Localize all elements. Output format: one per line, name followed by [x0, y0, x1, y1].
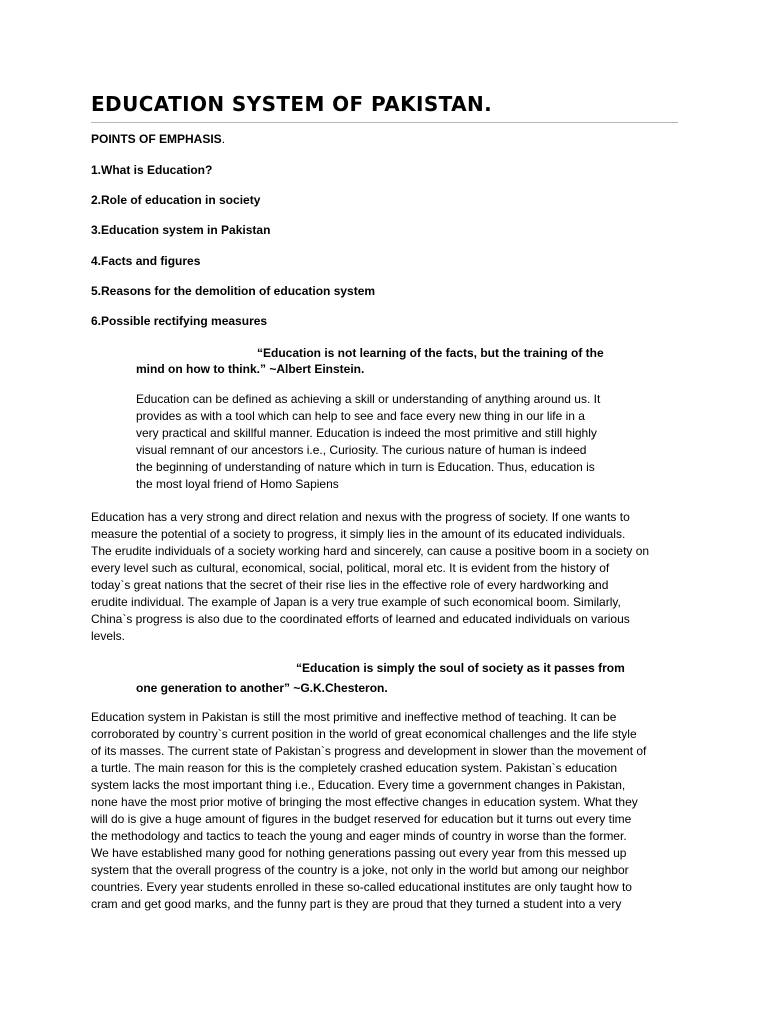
- points-heading-line: [91, 131, 225, 148]
- point-item-6: 6.Possible rectifying measures: [91, 314, 268, 328]
- points-heading: POINTS OF EMPHASIS: [91, 132, 222, 146]
- quote-einstein-line-1: “Education is not learning of the facts, but the training of the: [257, 346, 604, 360]
- definition-paragraph: Education can be defined as achieving a skill or understanding of anything around us. It provides as with a tool which can help to see and face every new thing in our life in a very practical and skillful manner. Education is indeed the most primitive and still highly visual remnant of our ancestors i.e., Curiosity. The curious nature of human is indeed the beginning of understanding of nature which in turn is Education. Thus, education is the most loyal friend of Homo Sapiens: [136, 392, 601, 491]
- point-item-4: 4.Facts and figures: [91, 254, 201, 268]
- quote-einstein-line-2: mind on how to think.” ~Albert Einstein.: [136, 362, 365, 376]
- society-paragraph: Education has a very strong and direct relation and nexus with the progress of society. If one wants to measure the potential of a society to progress, it simply lies in the amount of its educated individuals. The erudite individuals of a society working hard and sincerely, can cause a positive boom in a society on every level such as cultural, economical, social, political, moral etc. It is evident from the history of today`s great nations that the secret of their rise lies in the effective role of every hardworking and erudite individual. The example of Japan is a very true example of such economical boom. Similarly, China`s progress is also due to the coordinated efforts of learned and educated individuals on various levels.: [91, 510, 650, 643]
- point-item-3: 3.Education system in Pakistan: [91, 223, 271, 237]
- points-heading-suffix: .: [221, 132, 226, 146]
- quote-chesterton-line-2: one generation to another” ~G.K.Chesteron.: [136, 681, 388, 695]
- point-item-2: 2.Role of education in society: [91, 193, 261, 207]
- document-title: EDUCATION SYSTEM OF PAKISTAN.: [91, 92, 493, 116]
- pakistan-system-paragraph: Education system in Pakistan is still the most primitive and ineffective method of teaching. It can be corroborated by country`s current position in the world of great economical challenges and the life style of its masses. The current state of Pakistan`s progress and development in slower than the movement of a turtle. The main reason for this is the completely crashed education system. Pakistan`s education system lacks the most important thing i.e., Education. Every time a government changes in Pakistan, none have the most prior motive of bringing the most effective changes in education system. What they will do is give a huge amount of figures in the budget reserved for education but it turns out every time the methodology and tactics to teach the young and eager minds of country in worse than the former. We have established many good for nothing generations passing out every year from this messed up system that the overall progress of the country is a joke, not only in the world but among our neighbor countries. Every year students enrolled in these so-called educational institutes are only taught how to cram and get good marks, and the funny part is they are proud that they turned a student into a very: [91, 710, 647, 911]
- point-item-5: 5.Reasons for the demolition of education system: [91, 284, 376, 298]
- title-divider: [91, 122, 678, 123]
- point-item-1: 1.What is Education?: [91, 163, 213, 177]
- quote-chesterton-line-1: “Education is simply the soul of society as it passes from: [296, 661, 625, 675]
